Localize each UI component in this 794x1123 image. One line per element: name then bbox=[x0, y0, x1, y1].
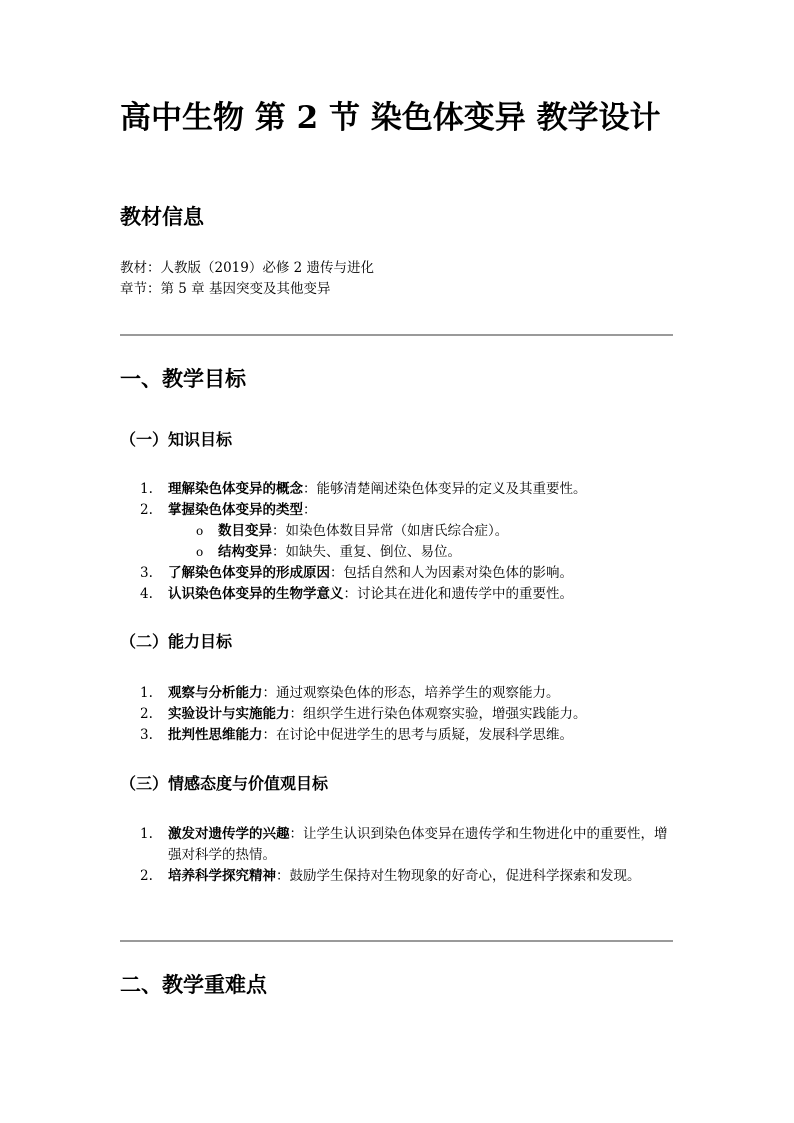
divider bbox=[120, 940, 673, 942]
subheading-knowledge: （一）知识目标 bbox=[120, 430, 233, 449]
item-key: 批判性思维能力 bbox=[168, 727, 263, 743]
subheading-ability: （二）能力目标 bbox=[120, 632, 233, 651]
divider bbox=[120, 334, 673, 336]
item-text: ：组织学生进行染色体观察实验，增强实践能力。 bbox=[289, 706, 587, 722]
item-key: 观察与分析能力 bbox=[168, 685, 263, 701]
item-key: 理解染色体变异的概念 bbox=[168, 481, 303, 497]
item-text: ：如染色体数目异常（如唐氏综合症）。 bbox=[272, 523, 509, 539]
list-number: 2. bbox=[140, 502, 153, 518]
list-number: 1. bbox=[140, 826, 153, 842]
ability-list bbox=[120, 683, 668, 746]
list-item bbox=[120, 725, 668, 746]
item-text: ：鼓励学生保持对生物现象的好奇心，促进科学探索和发现。 bbox=[276, 868, 641, 884]
chapter-line bbox=[120, 279, 374, 300]
chapter-value: 第 5 章 基因突变及其他变异 bbox=[160, 281, 331, 297]
emotion-list bbox=[120, 824, 668, 887]
item-text: ：能够清楚阐述染色体变异的定义及其重要性。 bbox=[303, 481, 587, 497]
list-item bbox=[120, 479, 668, 500]
sublist-item bbox=[120, 542, 678, 563]
textbook-value: 人教版（2019）必修 2 遗传与进化 bbox=[160, 260, 375, 276]
item-text: ：如缺失、重复、倒位、易位。 bbox=[272, 544, 461, 560]
list-item bbox=[120, 704, 668, 725]
item-text: ：包括自然和人为因素对染色体的影响。 bbox=[330, 565, 573, 581]
document-title: 高中生物 第 2 节 染色体变异 教学设计 bbox=[120, 100, 661, 136]
list-number: 2. bbox=[140, 706, 153, 722]
item-key: 掌握染色体变异的类型 bbox=[168, 502, 303, 518]
sublist-item bbox=[120, 521, 678, 542]
section-heading-key-points: 二、教学重难点 bbox=[120, 972, 267, 997]
section-heading-objectives: 一、教学目标 bbox=[120, 366, 246, 391]
item-key: 激发对遗传学的兴趣 bbox=[168, 826, 290, 842]
list-number: 2. bbox=[140, 868, 153, 884]
material-info bbox=[120, 258, 374, 300]
list-number: 3. bbox=[140, 565, 153, 581]
list-number: 1. bbox=[140, 685, 153, 701]
item-key: 数目变异 bbox=[218, 523, 272, 539]
item-text: ： bbox=[303, 502, 317, 518]
bullet-icon: o bbox=[196, 545, 204, 559]
material-heading: 教材信息 bbox=[120, 204, 204, 229]
item-key: 实验设计与实施能力 bbox=[168, 706, 290, 722]
knowledge-list bbox=[120, 479, 668, 605]
list-item bbox=[120, 824, 668, 866]
textbook-line bbox=[120, 258, 374, 279]
textbook-label: 教材： bbox=[120, 260, 161, 276]
subheading-emotion: （三）情感态度与价值观目标 bbox=[120, 774, 329, 793]
bullet-icon: o bbox=[196, 524, 204, 538]
item-text: ：让学生认识到染色体变异在遗传学和生物进化中的重要性，增强对科学的热情。 bbox=[168, 826, 668, 863]
item-key: 了解染色体变异的形成原因 bbox=[168, 565, 330, 581]
item-key: 培养科学探究精神 bbox=[168, 868, 276, 884]
list-item bbox=[120, 563, 668, 584]
chapter-label: 章节： bbox=[120, 281, 161, 297]
item-key: 认识染色体变异的生物学意义 bbox=[168, 586, 344, 602]
list-number: 3. bbox=[140, 727, 153, 743]
item-key: 结构变异 bbox=[218, 544, 272, 560]
item-text: ：讨论其在进化和遗传学中的重要性。 bbox=[343, 586, 573, 602]
list-item bbox=[120, 683, 668, 704]
list-item bbox=[120, 866, 668, 887]
list-number: 1. bbox=[140, 481, 153, 497]
item-text: ：通过观察染色体的形态，培养学生的观察能力。 bbox=[262, 685, 560, 701]
list-item bbox=[120, 500, 668, 563]
list-item bbox=[120, 584, 668, 605]
item-text: ：在讨论中促进学生的思考与质疑，发展科学思维。 bbox=[262, 727, 573, 743]
list-number: 4. bbox=[140, 586, 153, 602]
sublist bbox=[168, 521, 668, 563]
